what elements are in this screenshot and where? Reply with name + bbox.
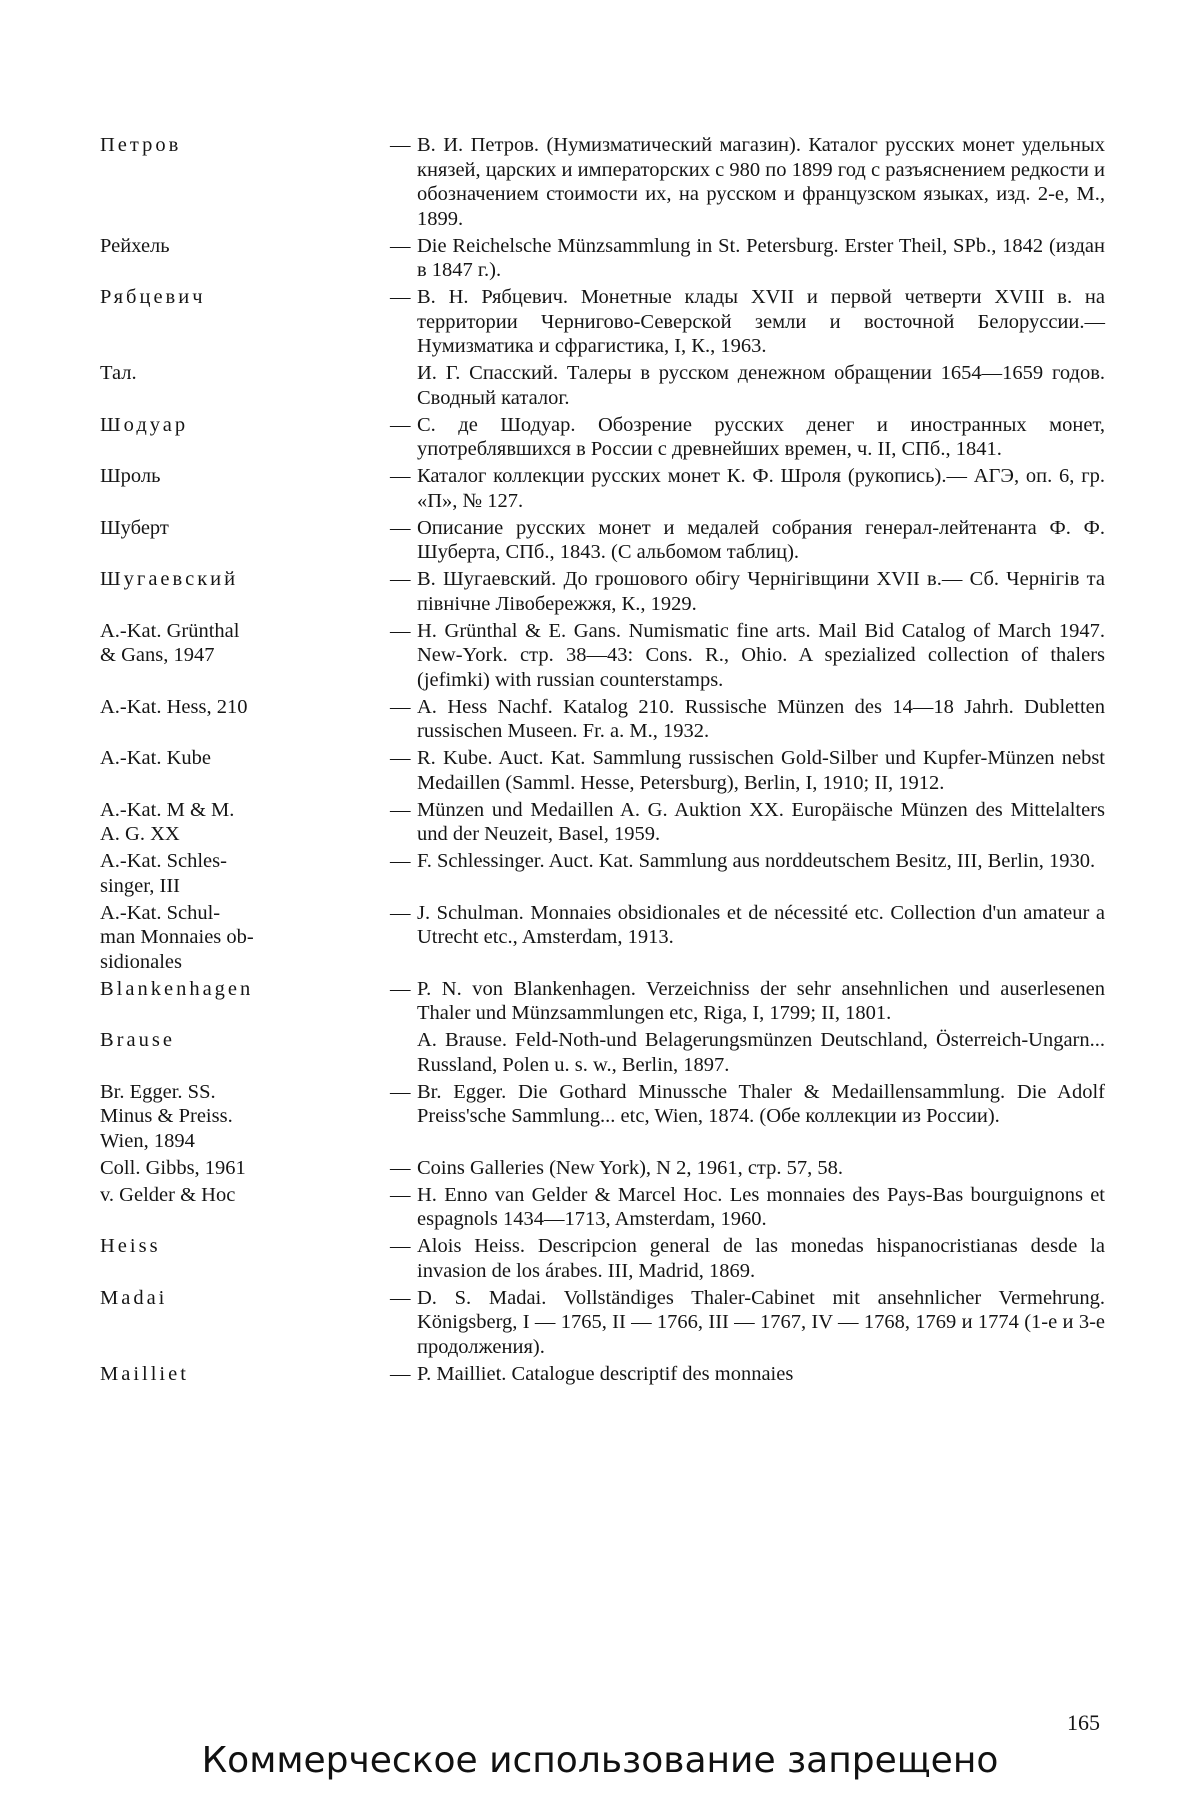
entry-abbreviation: Madai [100, 1286, 385, 1311]
entry-description: Münzen und Medaillen A. G. Auktion XX. Europäische Münzen des Mittelalters und der Neuzeit, Basel, 1959. [417, 798, 1105, 847]
entry-description: Coins Galleries (New York), N 2, 1961, стр. 57, 58. [417, 1156, 1105, 1181]
entry-abbreviation: Blankenhagen [100, 977, 385, 1002]
entry-abbreviation: A.-Kat. Grünthal & Gans, 1947 [100, 619, 385, 668]
bibliography-entry [100, 1286, 1105, 1360]
entry-abbreviation: Шуберт [100, 516, 385, 541]
bibliography-entry [100, 464, 1105, 513]
bibliography-list [100, 133, 1105, 1389]
bibliography-entry [100, 901, 1105, 975]
entry-dash: — [385, 133, 417, 158]
bibliography-entry [100, 798, 1105, 847]
entry-dash: — [385, 1156, 417, 1181]
entry-abbreviation: Шроль [100, 464, 385, 489]
entry-description: A. Brause. Feld-Noth-und Belagerungsmünzen Deutschland, Österreich-Ungarn... Russland, Polen u. s. w., Berlin, 1897. [417, 1028, 1105, 1077]
entry-dash: — [385, 849, 417, 874]
entry-abbreviation: Coll. Gibbs, 1961 [100, 1156, 385, 1181]
bibliography-entry [100, 619, 1105, 693]
entry-description: A. Hess Nachf. Katalog 210. Russische Münzen des 14—18 Jahrh. Dubletten russischen Museen. Fr. a. M., 1932. [417, 695, 1105, 744]
entry-abbreviation: A.-Kat. Schul- man Monnaies ob- sidionales [100, 901, 385, 975]
entry-abbreviation: Brause [100, 1028, 385, 1053]
entry-abbreviation: A.-Kat. M & M. A. G. XX [100, 798, 385, 847]
entry-dash: — [385, 1286, 417, 1311]
bibliography-entry [100, 1234, 1105, 1283]
watermark-footer: Коммерческое использование запрещено [0, 1740, 1200, 1781]
entry-dash: — [385, 798, 417, 823]
entry-dash: — [385, 1234, 417, 1259]
bibliography-entry [100, 695, 1105, 744]
page [0, 0, 1200, 1801]
entry-dash: — [385, 619, 417, 644]
entry-description: H. Enno van Gelder & Marcel Hoc. Les monnaies des Pays-Bas bourguignons et espagnols 1434—1713, Amsterdam, 1960. [417, 1183, 1105, 1232]
entry-description: J. Schulman. Monnaies obsidionales et de nécessité etc. Collection d'un amateur a Utrecht etc., Amsterdam, 1913. [417, 901, 1105, 950]
page-number: 165 [1067, 1710, 1100, 1736]
entry-description: С. де Шодуар. Обозрение русских денег и иностранных монет, употреблявшихся в России с древнейших времен, ч. II, СПб., 1841. [417, 413, 1105, 462]
entry-abbreviation: A.-Kat. Hess, 210 [100, 695, 385, 720]
bibliography-entry [100, 516, 1105, 565]
entry-description: P. N. von Blankenhagen. Verzeichniss der sehr ansehnlichen und auserlesenen Thaler und Münzsammlungen etc, Riga, I, 1799; II, 1801. [417, 977, 1105, 1026]
entry-description: Каталог коллекции русских монет К. Ф. Шроля (рукопись).— АГЭ, оп. 6, гр. «П», № 127. [417, 464, 1105, 513]
entry-description: Описание русских монет и медалей собрания генерал-лейтенанта Ф. Ф. Шуберта, СПб., 1843. (С альбомом таблиц). [417, 516, 1105, 565]
bibliography-entry [100, 849, 1105, 898]
entry-description: Die Reichelsche Münzsammlung in St. Petersburg. Erster Theil, SPb., 1842 (издан в 1847 г.). [417, 234, 1105, 283]
entry-abbreviation: Рейхель [100, 234, 385, 259]
entry-dash: — [385, 901, 417, 926]
entry-abbreviation: Петров [100, 133, 385, 158]
entry-abbreviation: Тал. [100, 361, 385, 386]
entry-description: R. Kube. Auct. Kat. Sammlung russischen Gold-Silber und Kupfer-Münzen nebst Medaillen (Samml. Hesse, Petersburg), Berlin, I, 1910; II, 1912. [417, 746, 1105, 795]
bibliography-entry [100, 1183, 1105, 1232]
entry-abbreviation: v. Gelder & Hoc [100, 1183, 385, 1208]
entry-description: В. И. Петров. (Нумизматический магазин). Каталог русских монет удельных князей, царских и императорских с 980 по 1899 год с разъяснением редкости и обозначением стоимости их, на русском и французском языках, изд. 2-е, М., 1899. [417, 133, 1105, 231]
entry-dash: — [385, 1362, 417, 1387]
entry-dash: — [385, 746, 417, 771]
bibliography-entry [100, 361, 1105, 410]
entry-abbreviation: Шодуар [100, 413, 385, 438]
entry-dash: — [385, 567, 417, 592]
entry-abbreviation: Шугаевский [100, 567, 385, 592]
entry-description: И. Г. Спасский. Талеры в русском денежном обращении 1654—1659 годов. Сводный каталог. [417, 361, 1105, 410]
entry-abbreviation: Br. Egger. SS. Minus & Preiss. Wien, 1894 [100, 1080, 385, 1154]
bibliography-entry [100, 234, 1105, 283]
entry-dash: — [385, 1080, 417, 1105]
entry-abbreviation: A.-Kat. Kube [100, 746, 385, 771]
entry-abbreviation: Рябцевич [100, 285, 385, 310]
entry-dash: — [385, 1183, 417, 1208]
entry-description: P. Mailliet. Catalogue descriptif des monnaies [417, 1362, 1105, 1387]
entry-dash: — [385, 464, 417, 489]
bibliography-entry [100, 133, 1105, 231]
entry-dash: — [385, 977, 417, 1002]
bibliography-entry [100, 285, 1105, 359]
entry-dash: — [385, 234, 417, 259]
bibliography-entry [100, 1080, 1105, 1154]
bibliography-entry [100, 413, 1105, 462]
entry-description: D. S. Madai. Vollständiges Thaler-Cabinet mit ansehnlicher Vermehrung. Königsberg, I — 1765, II — 1766, III — 1767, IV — 1768, 1769 и 1774 (1-е и 3-е продолжения). [417, 1286, 1105, 1360]
entry-abbreviation: Heiss [100, 1234, 385, 1259]
entry-abbreviation: Mailliet [100, 1362, 385, 1387]
bibliography-entry [100, 1028, 1105, 1077]
bibliography-entry [100, 1156, 1105, 1181]
entry-description: В. Шугаевский. До грошового обігу Чернігівщини XVII в.— Сб. Чернігів та північне Лівобережжя, К., 1929. [417, 567, 1105, 616]
bibliography-entry [100, 567, 1105, 616]
entry-dash: — [385, 516, 417, 541]
entry-description: Br. Egger. Die Gothard Minussche Thaler & Medaillensammlung. Die Adolf Preiss'sche Sammlung... etc, Wien, 1874. (Обе коллекции из России). [417, 1080, 1105, 1129]
entry-description: H. Grünthal & E. Gans. Numismatic fine arts. Mail Bid Catalog of March 1947. New-York. стр. 38—43: Cons. R., Ohio. A spezialized collection of thalers (jefimki) with russian counterstamps. [417, 619, 1105, 693]
entry-dash: — [385, 695, 417, 720]
entry-dash: — [385, 285, 417, 310]
entry-description: В. Н. Рябцевич. Монетные клады XVII и первой четверти XVIII в. на территории Чернигово-Северской земли и восточной Белоруссии.— Нумизматика и сфрагистика, I, К., 1963. [417, 285, 1105, 359]
entry-description: F. Schlessinger. Auct. Kat. Sammlung aus norddeutschem Besitz, III, Berlin, 1930. [417, 849, 1105, 874]
bibliography-entry [100, 977, 1105, 1026]
bibliography-entry [100, 746, 1105, 795]
entry-abbreviation: A.-Kat. Schles- singer, III [100, 849, 385, 898]
entry-dash: — [385, 413, 417, 438]
bibliography-entry [100, 1362, 1105, 1387]
entry-description: Alois Heiss. Descripcion general de las monedas hispanocristianas desde la invasion de los árabes. III, Madrid, 1869. [417, 1234, 1105, 1283]
